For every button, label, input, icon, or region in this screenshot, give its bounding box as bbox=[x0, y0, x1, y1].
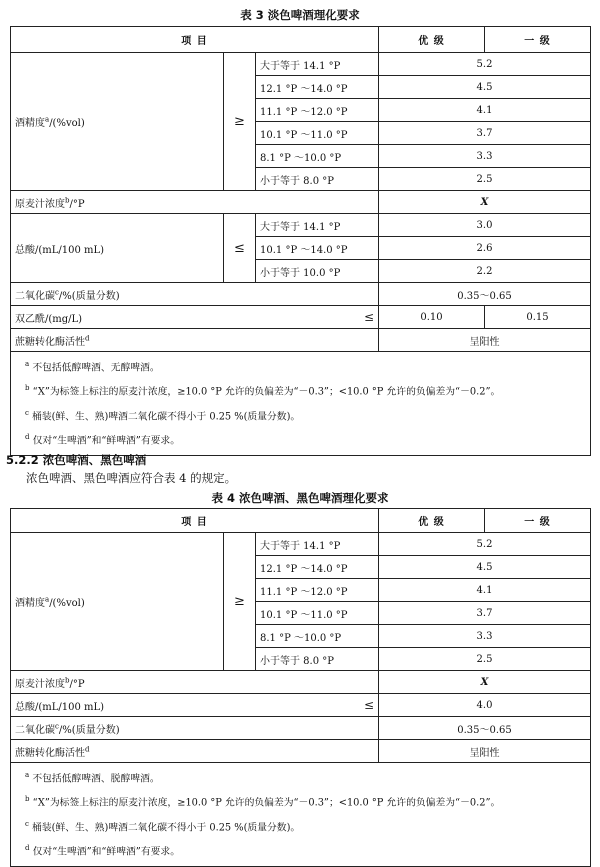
table-row bbox=[11, 717, 591, 740]
ge-symbol: ≥ bbox=[224, 533, 256, 671]
footnote: $^b$ “X”为标签上标注的原麦汁浓度，≥10.0 °P 允许的负偏差为“－0.3”；<10.0 °P 允许的负偏差为“－0.2”。 bbox=[25, 384, 501, 398]
alcohol-label: 酒精度$^a$/(%vol) bbox=[11, 53, 224, 191]
header-grade1: 优 级 bbox=[379, 509, 485, 533]
wort-value: X bbox=[379, 671, 591, 694]
header-grade2: 一 级 bbox=[485, 509, 591, 533]
invertase-value: 呈阳性 bbox=[379, 329, 591, 352]
section-text: 浓色啤酒、黑色啤酒应符合表 4 的规定。 bbox=[26, 471, 237, 485]
range-cell: 12.1 °P ～14.0 °P bbox=[256, 76, 379, 99]
value-cell: 2.2 bbox=[379, 260, 591, 283]
wort-label: 原麦汁浓度$^b$/°P bbox=[11, 671, 379, 694]
ge-symbol: ≥ bbox=[224, 53, 256, 191]
diacetyl-value-grade1: 0.10 bbox=[379, 306, 485, 329]
value-cell: 3.3 bbox=[379, 625, 591, 648]
value-cell: 2.5 bbox=[379, 648, 591, 671]
range-cell: 10.1 °P ～11.0 °P bbox=[256, 602, 379, 625]
value-cell: 4.1 bbox=[379, 579, 591, 602]
value-cell: 4.5 bbox=[379, 556, 591, 579]
range-cell: 小于等于 8.0 °P bbox=[256, 648, 379, 671]
table-row bbox=[11, 283, 591, 306]
co2-value: 0.35～0.65 bbox=[379, 283, 591, 306]
footnote: $^d$ 仅对“生啤酒”和“鲜啤酒”有要求。 bbox=[25, 432, 181, 447]
footnote: $^a$ 不包括低醇啤酒、脱醇啤酒。 bbox=[25, 771, 160, 785]
le-symbol: ≤ bbox=[224, 214, 256, 283]
range-cell: 11.1 °P ～12.0 °P bbox=[256, 99, 379, 122]
table-row bbox=[11, 306, 591, 329]
table-row bbox=[11, 329, 591, 352]
table3-header-row bbox=[11, 27, 591, 53]
range-cell: 大于等于 14.1 °P bbox=[256, 214, 379, 237]
value-cell: 2.6 bbox=[379, 237, 591, 260]
table-row bbox=[11, 694, 591, 717]
table4-header-row bbox=[11, 509, 591, 533]
range-cell: 11.1 °P ～12.0 °P bbox=[256, 579, 379, 602]
value-cell: 3.7 bbox=[379, 602, 591, 625]
header-grade2: 一 级 bbox=[485, 27, 591, 53]
range-cell: 8.1 °P ～10.0 °P bbox=[256, 625, 379, 648]
table4-notes bbox=[11, 763, 591, 867]
alcohol-label: 酒精度$^a$/(%vol) bbox=[11, 533, 224, 671]
diacetyl-value-grade2: 0.15 bbox=[485, 306, 591, 329]
header-item: 项 目 bbox=[11, 509, 379, 533]
value-cell: 3.0 bbox=[379, 214, 591, 237]
table-row bbox=[11, 740, 591, 763]
header-item: 项 目 bbox=[11, 27, 379, 53]
section-heading: 5.2.2 浓色啤酒、黑色啤酒 bbox=[6, 453, 147, 467]
footnote: $^d$ 仅对“生啤酒”和“鲜啤酒”有要求。 bbox=[25, 843, 181, 858]
acid-label: 总酸/(mL/100 mL) ≤ bbox=[11, 694, 379, 717]
value-cell: 5.2 bbox=[379, 533, 591, 556]
range-cell: 12.1 °P ～14.0 °P bbox=[256, 556, 379, 579]
footnote: $^a$ 不包括低醇啤酒、无醇啤酒。 bbox=[25, 360, 160, 374]
table4-caption: 表 4 浓色啤酒、黑色啤酒理化要求 bbox=[211, 491, 389, 505]
co2-label: 二氧化碳$^c$/%(质量分数) bbox=[11, 717, 379, 740]
value-cell: 3.7 bbox=[379, 122, 591, 145]
table3 bbox=[10, 26, 591, 456]
footnote: $^b$ “X”为标签上标注的原麦汁浓度，≥10.0 °P 允许的负偏差为“－0.3”；<10.0 °P 允许的负偏差为“－0.2”。 bbox=[25, 795, 501, 809]
table-row bbox=[11, 53, 591, 76]
footnote: $^c$ 桶装(鲜、生、熟)啤酒二氧化碳不得小于 0.25 %(质量分数)。 bbox=[25, 408, 301, 422]
table-row bbox=[11, 214, 591, 237]
header-grade1: 优 级 bbox=[379, 27, 485, 53]
invertase-label: 蔗糖转化酶活性$^d$ bbox=[11, 329, 379, 352]
table-row bbox=[11, 533, 591, 556]
range-cell: 小于等于 10.0 °P bbox=[256, 260, 379, 283]
co2-value: 0.35～0.65 bbox=[379, 717, 591, 740]
table4-notes-row bbox=[11, 763, 591, 867]
table-row bbox=[11, 191, 591, 214]
value-cell: 4.5 bbox=[379, 76, 591, 99]
table-row bbox=[11, 671, 591, 694]
diacetyl-label: 双乙酰/(mg/L) ≤ bbox=[11, 306, 379, 329]
range-cell: 10.1 °P ～11.0 °P bbox=[256, 122, 379, 145]
range-cell: 小于等于 8.0 °P bbox=[256, 168, 379, 191]
table3-caption: 表 3 淡色啤酒理化要求 bbox=[240, 8, 360, 22]
table4 bbox=[10, 508, 591, 867]
wort-label: 原麦汁浓度$^b$/°P bbox=[11, 191, 379, 214]
range-cell: 8.1 °P ～10.0 °P bbox=[256, 145, 379, 168]
footnote: $^c$ 桶装(鲜、生、熟)啤酒二氧化碳不得小于 0.25 %(质量分数)。 bbox=[25, 819, 301, 833]
wort-value: X bbox=[379, 191, 591, 214]
acid-label: 总酸/(mL/100 mL) bbox=[11, 214, 224, 283]
value-cell: 5.2 bbox=[379, 53, 591, 76]
value-cell: 3.3 bbox=[379, 145, 591, 168]
value-cell: 4.1 bbox=[379, 99, 591, 122]
co2-label: 二氧化碳$^c$/%(质量分数) bbox=[11, 283, 379, 306]
invertase-label: 蔗糖转化酶活性$^d$ bbox=[11, 740, 379, 763]
range-cell: 大于等于 14.1 °P bbox=[256, 533, 379, 556]
table3-notes-row bbox=[11, 352, 591, 456]
table3-notes bbox=[11, 352, 591, 456]
range-cell: 10.1 °P ～14.0 °P bbox=[256, 237, 379, 260]
acid-value: 4.0 bbox=[379, 694, 591, 717]
invertase-value: 呈阳性 bbox=[379, 740, 591, 763]
range-cell: 大于等于 14.1 °P bbox=[256, 53, 379, 76]
value-cell: 2.5 bbox=[379, 168, 591, 191]
